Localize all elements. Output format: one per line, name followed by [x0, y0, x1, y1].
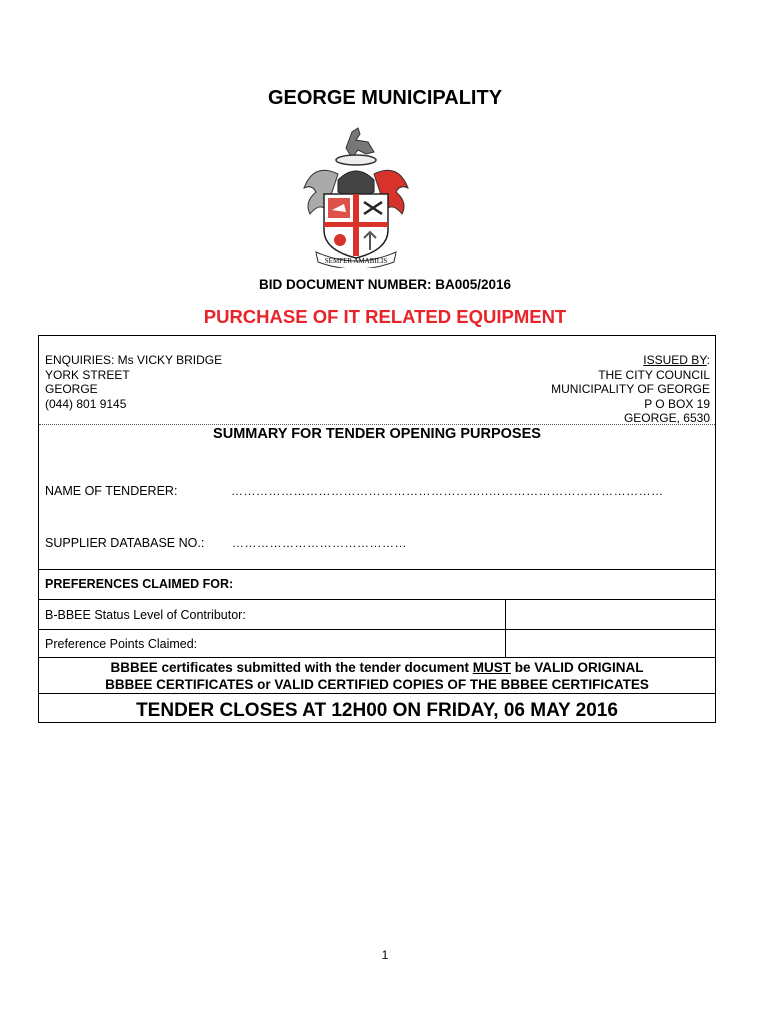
- preferences-heading: PREFERENCES CLAIMED FOR:: [45, 577, 234, 591]
- page-number: 1: [381, 948, 389, 962]
- supplier-database-field[interactable]: ……………………………………: [232, 536, 407, 550]
- row-divider: [38, 599, 716, 600]
- issued-by-box: P O BOX 19: [644, 396, 710, 411]
- municipal-crest-logo: [294, 118, 418, 268]
- preference-points-label: Preference Points Claimed:: [45, 637, 198, 651]
- page-title: GEORGE MUNICIPALITY: [267, 87, 503, 109]
- column-divider: [505, 599, 506, 657]
- tender-closing-notice: TENDER CLOSES AT 12H00 ON FRIDAY, 06 MAY 2016: [136, 700, 618, 721]
- issued-by-municipality: MUNICIPALITY OF GEORGE: [551, 382, 710, 397]
- row-divider: [38, 657, 716, 658]
- dotted-divider: [39, 424, 715, 425]
- certificate-notice: BBBEE certificates submitted with the tender document MUST be VALID ORIGINAL BBBEE CERTIFICATES or VALID CERTIFIED COPIES OF THE BBBEE CERTIFICATES: [105, 660, 649, 692]
- bid-document-number: BID DOCUMENT NUMBER: BA005/2016: [258, 277, 512, 292]
- issued-by-block: ISSUED BY: THE CITY COUNCIL MUNICIPALITY OF GEORGE P O BOX 19 GEORGE, 6530: [551, 353, 710, 426]
- issued-by-council: THE CITY COUNCIL: [598, 367, 710, 382]
- enquiries-street: YORK STREET: [45, 367, 130, 382]
- issued-by-town: GEORGE, 6530: [623, 411, 710, 426]
- issued-by-label: ISSUED BY: [643, 353, 707, 367]
- supplier-database-label: SUPPLIER DATABASE NO.:: [45, 536, 205, 550]
- must-emphasis: MUST: [472, 660, 512, 675]
- summary-heading: SUMMARY FOR TENDER OPENING PURPOSES: [213, 426, 541, 442]
- tenderer-name-label: NAME OF TENDERER:: [45, 484, 178, 498]
- bbbee-level-label: B-BBEE Status Level of Contributor:: [45, 608, 246, 622]
- tenderer-name-field[interactable]: ……………………………………………………..……………………………………: [231, 484, 664, 498]
- enquiries-phone: (044) 801 9145: [45, 396, 127, 411]
- tender-subject: PURCHASE OF IT RELATED EQUIPMENT: [203, 306, 567, 327]
- enquiries-town: GEORGE: [45, 382, 98, 397]
- crest-motto: SEMPER AMABILIS: [324, 257, 388, 265]
- enquiries-block: [45, 353, 222, 411]
- row-divider: [38, 629, 716, 630]
- row-divider: [38, 569, 716, 570]
- enquiries-contact: ENQUIRIES: Ms VICKY BRIDGE: [45, 353, 223, 367]
- row-divider: [38, 693, 716, 694]
